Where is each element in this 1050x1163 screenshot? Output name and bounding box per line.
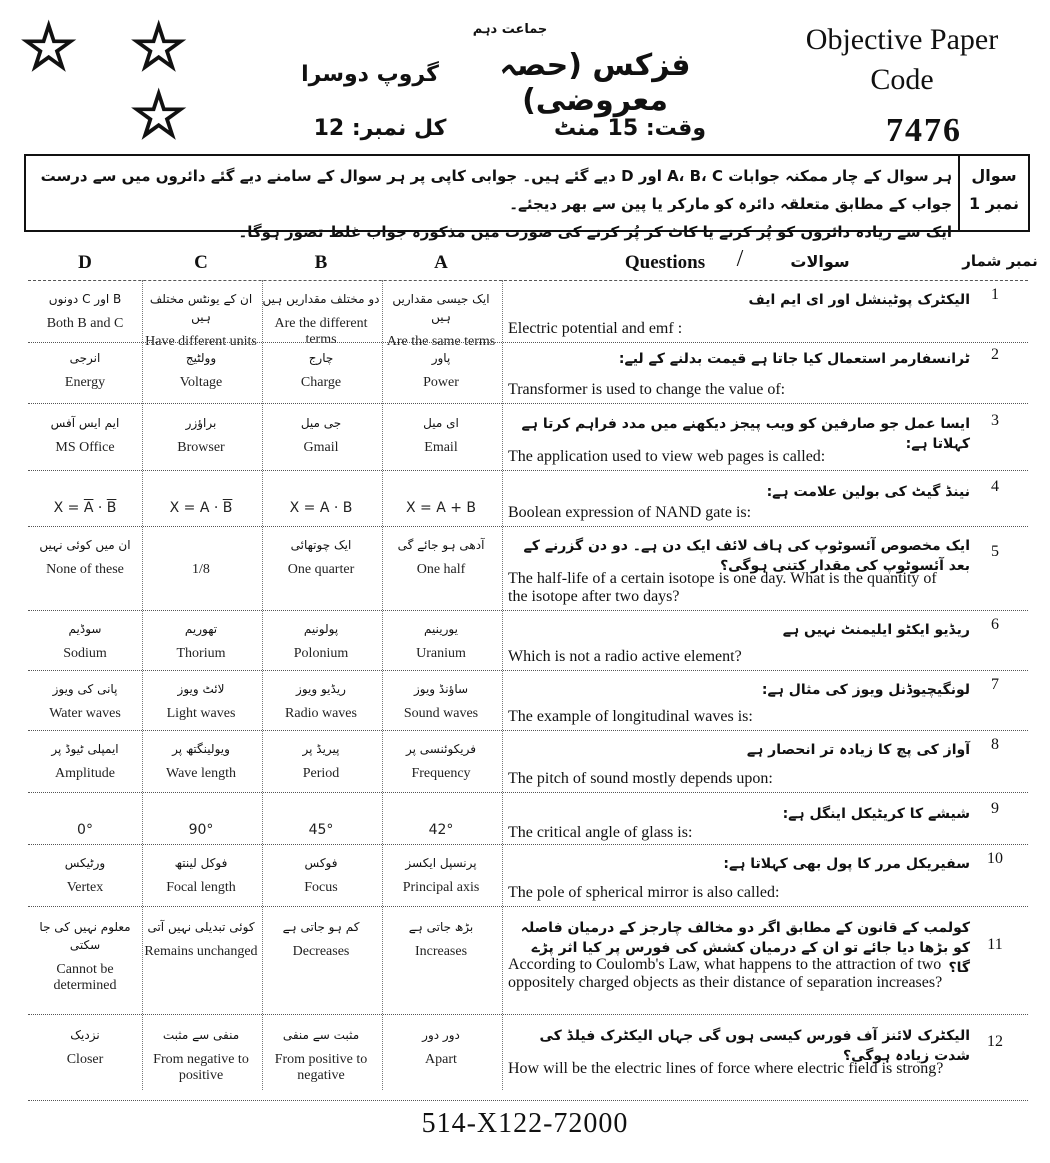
option-d [26, 349, 144, 391]
row-divider [28, 844, 1028, 845]
question-urdu-text: نینڈ گیٹ کی بولین علامت ہے: [766, 484, 970, 500]
option-d-english: Vertex [66, 880, 104, 895]
option-d-urdu: ایمپلی ٹیوڈ پر [51, 742, 119, 756]
question-row [0, 616, 1050, 670]
column-c-header: C [194, 252, 208, 273]
question-row [0, 676, 1050, 730]
questions-ur-header: سوالات [790, 252, 850, 271]
option-d-english: Water waves [49, 706, 121, 721]
row-divider [28, 1014, 1028, 1015]
option-a-urdu: پرنسپل ایکسز [405, 856, 477, 870]
option-a-english: Uranium [416, 646, 466, 661]
option-c-english: From negative to positive [153, 1052, 249, 1083]
question-number: 9 [991, 800, 999, 817]
option-b [262, 536, 380, 578]
option-a-english: Sound waves [403, 706, 479, 721]
objective-paper-code-title: Objective Paper Code [805, 23, 999, 96]
question-english-text: Transformer is used to change the value of: [508, 381, 786, 398]
question-number: 1 [991, 286, 999, 303]
option-b-english: From positive to negative [274, 1052, 368, 1083]
option-c-urdu [142, 804, 260, 822]
row-divider [28, 1100, 1028, 1101]
option-b [262, 918, 380, 960]
option-d-urdu: نزدیک [70, 1028, 100, 1042]
option-c-english: 90° [188, 822, 214, 838]
question-row [0, 800, 1050, 844]
option-c-urdu: کوئی تبدیلی نہیں آتی [147, 920, 255, 934]
question-english-text: Boolean expression of NAND gate is: [508, 504, 752, 521]
option-d-english: Both B and C [46, 316, 124, 331]
option-c-urdu: فوکل لینتھ [174, 856, 228, 870]
option-d-english: MS Office [55, 440, 115, 455]
star-icon: ☆ [130, 79, 188, 153]
option-b [262, 482, 380, 516]
option-d-urdu: انرجی [69, 351, 101, 365]
option-d-urdu: معلوم نہیں کی جا سکتی [39, 920, 131, 952]
option-b-english: Gmail [303, 440, 339, 455]
option-a-urdu: یورینیم [424, 622, 458, 636]
option-a-english: Email [424, 440, 458, 455]
question-number: 2 [991, 346, 999, 363]
option-a-english: Power [423, 375, 459, 390]
option-d [26, 620, 144, 662]
question-english-text: The half-life of a certain isotope is one day. What is the quantity of the isotope after two days? [508, 570, 937, 605]
question-row [0, 850, 1050, 906]
option-a-urdu: بڑھ جاتی ہے [408, 920, 474, 934]
question-urdu-text: ٹرانسفارمر استعمال کیا جاتا ہے قیمت بدلنے کے لیے: [618, 351, 970, 367]
option-d [26, 740, 144, 782]
option-d-urdu: ان میں کوئی نہیں [39, 538, 131, 552]
option-a-english: Apart [425, 1052, 457, 1067]
option-b-english: Polonium [293, 646, 349, 661]
option-a-urdu: فریکوئنسی پر [406, 742, 476, 756]
option-b-english: X = A · B [289, 500, 353, 516]
question-row [0, 1022, 1050, 1100]
row-divider [28, 730, 1028, 731]
option-c [142, 349, 260, 391]
question-number: 11 [987, 936, 1003, 953]
option-d-english: Cannot be determined [53, 962, 117, 993]
option-a [382, 740, 500, 782]
question-english-text: According to Coulomb's Law, what happens to the attraction of two oppositely charged objects as their distance of separation increases? [508, 956, 943, 991]
option-c [142, 804, 260, 838]
option-c [142, 740, 260, 782]
option-c-english: Light waves [166, 706, 236, 721]
question-number-label: سوال نمبر 1 [969, 166, 1019, 213]
option-d [26, 680, 144, 722]
question-number: 10 [987, 850, 1003, 867]
option-a [382, 918, 500, 960]
questions-en-header: Questions [624, 252, 706, 273]
question-row [0, 410, 1050, 470]
question-urdu-text: الیکٹرک لائنز آف فورس کیسی ہوں گی جہاں الیکٹرک فیلڈ کی شدت زیادہ ہوگی؟ [539, 1028, 970, 1064]
option-d-urdu: پانی کی ویوز [52, 682, 118, 696]
option-a-english: 42° [428, 822, 454, 838]
option-d-english: Energy [64, 375, 106, 390]
column-d-header: D [78, 252, 92, 273]
class-label: جماعت دہم [472, 22, 548, 37]
option-d-urdu: ورٹیکس [64, 856, 106, 870]
question-row [0, 478, 1050, 526]
option-b [262, 804, 380, 838]
header-slash: / [736, 246, 744, 272]
option-b [262, 1026, 380, 1084]
question-urdu-text: ایسا عمل جو صارفین کو ویب پیجز دیکھنے میں مدد فراہم کرتا ہے کہلاتا ہے: [521, 416, 970, 452]
question-number: 4 [991, 478, 999, 495]
option-a-english: Are the same terms [386, 334, 496, 349]
option-a [382, 854, 500, 896]
column-a-header: A [434, 252, 448, 273]
option-a [382, 804, 500, 838]
option-b [262, 680, 380, 722]
question-english-text: The example of longitudinal waves is: [508, 708, 753, 725]
question-number: 6 [991, 616, 999, 633]
question-number: 5 [991, 543, 999, 560]
instructions-text [34, 162, 952, 246]
option-d-english: Sodium [63, 646, 107, 661]
option-a-urdu: دور دور [422, 1028, 460, 1042]
option-a-english: Increases [414, 944, 468, 959]
option-c [142, 620, 260, 662]
question-number: 7 [991, 676, 999, 693]
option-b-urdu [262, 482, 380, 500]
option-d-english: Closer [66, 1052, 104, 1067]
header-divider [28, 280, 1028, 281]
option-d-english: None of these [46, 562, 124, 577]
star-icon: ☆ [130, 11, 188, 85]
option-b-english: Are the different terms [274, 316, 368, 347]
paper-code: 7476 [886, 112, 962, 149]
question-urdu-text: لونگیچیوڈنل ویوز کی مثال ہے: [761, 682, 970, 698]
paper-serial: 514-X122-72000 [421, 1108, 629, 1139]
option-d-urdu: سوڈیم [68, 622, 102, 636]
row-divider [28, 906, 1028, 907]
option-d-english: Amplitude [55, 766, 115, 781]
option-c-urdu: لائٹ ویوز [177, 682, 225, 696]
option-b-english: Decreases [292, 944, 350, 959]
row-divider [28, 526, 1028, 527]
option-c [142, 854, 260, 896]
option-d [26, 290, 144, 332]
option-c-urdu: ان کے یونٹس مختلف ہیں [149, 292, 253, 324]
option-c-english: Browser [177, 440, 225, 455]
group-label: گروپ دوسرا [301, 62, 439, 87]
option-b-urdu: ریڈیو ویوز [296, 682, 346, 696]
option-a [382, 290, 500, 350]
option-c [142, 290, 260, 350]
option-d [26, 854, 144, 896]
question-number: 12 [987, 1033, 1003, 1050]
option-b-urdu: مثبت سے منفی [282, 1028, 360, 1042]
option-c [142, 918, 260, 960]
question-english-text: How will be the electric lines of force where electric field is strong? [508, 1060, 944, 1077]
question-row [0, 914, 1050, 1014]
option-a-urdu [382, 804, 500, 822]
option-c-english: Have different units [145, 334, 257, 349]
question-urdu-text: ایک مخصوص آئسوٹوپ کی ہاف لائف ایک دن ہے۔ دو دن گزرنے کے بعد آئسوٹوپ کی مقدار کتنی ہوگی؟ [523, 538, 970, 574]
option-c [142, 414, 260, 456]
option-c-english: Thorium [176, 646, 226, 661]
option-a-english: Frequency [411, 766, 471, 781]
option-d-urdu: ایم ایس آفس [50, 416, 120, 430]
question-row [0, 345, 1050, 403]
option-b-urdu: کم ہو جاتی ہے [282, 920, 360, 934]
question-urdu-text: شیشے کا کریٹیکل اینگل ہے: [782, 806, 970, 822]
option-c [142, 1026, 260, 1084]
option-b-urdu: فوکس [304, 856, 338, 870]
option-c [142, 680, 260, 722]
star-icon: ☆ [20, 11, 78, 85]
row-divider [28, 670, 1028, 671]
subject-title: فزکس (حصہ معروضی) [499, 48, 691, 118]
option-d [26, 482, 144, 516]
option-c-urdu: براؤزر [185, 416, 217, 430]
option-a [382, 1026, 500, 1068]
option-a-english: X = A + B [405, 500, 477, 516]
option-d-english: $X = \overline{A} \cdot \overline{B}$ [53, 500, 117, 516]
instructions-divider [958, 156, 960, 230]
option-a [382, 620, 500, 662]
option-b [262, 740, 380, 782]
option-a [382, 536, 500, 578]
option-b-urdu: پولونیم [303, 622, 339, 636]
option-b-urdu: جی میل [300, 416, 342, 430]
option-a [382, 414, 500, 456]
option-a-urdu [382, 482, 500, 500]
option-c-english: Voltage [179, 375, 223, 390]
option-b-english: Period [302, 766, 340, 781]
option-a-urdu: آدھی ہو جائے گی [397, 538, 485, 552]
option-d-urdu: B اور C دونوں [48, 292, 122, 306]
row-divider [28, 792, 1028, 793]
time-label: وقت: 15 منٹ [553, 116, 706, 141]
option-d [26, 536, 144, 578]
option-b [262, 854, 380, 896]
option-b-urdu: دو مختلف مقداریں ہیں [262, 292, 380, 306]
option-c-english: Wave length [165, 766, 236, 781]
question-urdu-text: سفیریکل مرر کا پول بھی کہلاتا ہے: [723, 856, 970, 872]
option-b-urdu [262, 804, 380, 822]
option-d [26, 804, 144, 838]
question-urdu-text: الیکٹرک پوٹینشل اور ای ایم ایف [748, 292, 970, 308]
question-english-text: The application used to view web pages is called: [508, 448, 826, 465]
question-english-text: The pole of spherical mirror is also called: [508, 884, 780, 901]
option-c-urdu [142, 536, 260, 554]
row-divider [28, 470, 1028, 471]
option-c-english: 1/8 [192, 562, 210, 577]
row-divider [28, 610, 1028, 611]
option-d [26, 1026, 144, 1068]
row-divider [28, 403, 1028, 404]
option-a-english: One half [416, 562, 466, 577]
option-d-urdu [26, 804, 144, 822]
option-a [382, 349, 500, 391]
option-c-english: Focal length [166, 880, 236, 895]
option-b [262, 414, 380, 456]
option-d [26, 918, 144, 994]
question-number: 3 [991, 412, 999, 429]
option-c-urdu: منفی سے مثبت [162, 1028, 240, 1042]
option-a-english: Principal axis [402, 880, 480, 895]
number-ur-header: نمبر شمار [962, 252, 1038, 270]
option-c-english: Remains unchanged [144, 944, 258, 959]
option-c [142, 482, 260, 516]
option-b [262, 620, 380, 662]
question-english-text: The pitch of sound mostly depends upon: [508, 770, 773, 787]
question-row [0, 736, 1050, 792]
question-row [0, 532, 1050, 610]
instructions-box [24, 154, 1030, 241]
option-b-english: 45° [308, 822, 334, 838]
option-c-urdu: تھوریم [184, 622, 218, 636]
option-d-urdu [26, 482, 144, 500]
question-english-text: The critical angle of glass is: [508, 824, 693, 841]
option-c-urdu: ویولینگتھ پر [172, 742, 230, 756]
instructions-line-1: ہر سوال کے چار ممکنہ جوابات A، B، C اور D دیے گئے ہیں۔ جوابی کاپی پر ہر سوال کے سامنے دیے گئے دائروں میں سے درست جواب کے مطابق متعلقہ دائرہ کو مارکر یا پین سے بھر دیجئے۔ [40, 167, 952, 213]
option-c-urdu: وولٹیج [185, 351, 217, 365]
marks-label: کل نمبر: 12 [313, 116, 447, 141]
option-d-english: 0° [77, 822, 93, 838]
option-b [262, 290, 380, 348]
column-b-header: B [314, 252, 328, 273]
option-a-urdu: ای میل [423, 416, 459, 430]
option-a-urdu: ایک جیسی مقداریں ہیں [392, 292, 490, 324]
question-urdu-text: ریڈیو ایکٹو ایلیمنٹ نہیں ہے [782, 622, 970, 638]
option-a-urdu: ساؤنڈ ویوز [413, 682, 469, 696]
option-c-english: $X = A \cdot \overline{B}$ [169, 500, 233, 516]
option-b-urdu: چارج [308, 351, 334, 365]
question-english-text: Electric potential and emf : [508, 320, 683, 337]
option-d [26, 414, 144, 456]
option-b [262, 349, 380, 391]
option-b-english: Radio waves [285, 706, 357, 721]
instructions-line-2: ایک سے زیادہ دائروں کو پُر کرنے یا کاٹ کر پُر کرنے کی صورت میں مذکورہ جواب غلط تصور ہوگا۔ [238, 223, 952, 241]
option-b-urdu: ایک چوتھائی [290, 538, 352, 552]
option-c [142, 536, 260, 578]
question-english-text: Which is not a radio active element? [508, 648, 742, 665]
option-a [382, 680, 500, 722]
option-c-urdu [142, 482, 260, 500]
question-number: 8 [991, 736, 999, 753]
option-b-english: Charge [300, 375, 342, 390]
question-urdu-text: کولمب کے قانون کے مطابق اگر دو مخالف چارجز کے درمیان فاصلہ کو بڑھا دیا جائے تو ان کے درمیان کشش کی فورس پر کیا اثر پڑے گا؟ [520, 920, 970, 976]
question-row [0, 286, 1050, 349]
row-divider [28, 342, 1028, 343]
option-b-urdu: پیریڈ پر [302, 742, 340, 756]
option-a [382, 482, 500, 516]
option-b-english: One quarter [287, 562, 355, 577]
option-a-urdu: پاور [431, 351, 451, 365]
option-b-english: Focus [304, 880, 338, 895]
question-urdu-text: آواز کی پچ کا زیادہ تر انحصار ہے [746, 742, 970, 758]
